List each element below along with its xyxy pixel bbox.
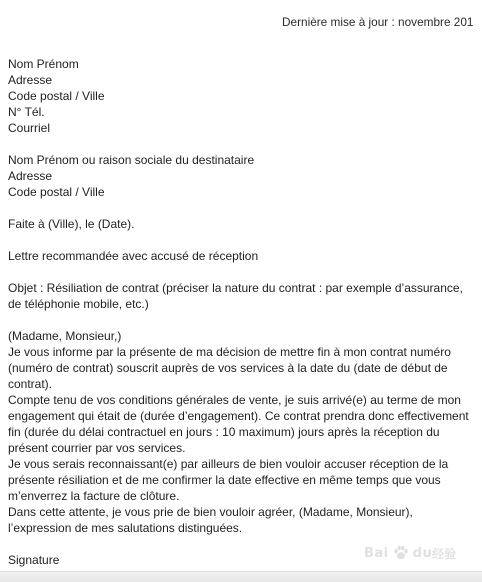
salutation: (Madame, Monsieur,) — [8, 329, 122, 343]
sender-email: Courriel — [8, 121, 51, 135]
subject-text: Objet : Résiliation de contrat (préciser la nature du contrat : par exemple d’assurance, de téléphonie mobile, etc.) — [8, 281, 463, 311]
body-paragraph-conditions: Compte tenu de vos conditions générales de vente, je suis arrivé(e) au terme de mon engagement qui était de (durée d’engagement). Ce contrat prendra donc effectivement fin (durée du délai contractuel en jours : 10 maximum) jours après la réception du présent courrier par vos services. — [8, 393, 469, 455]
registered-mail-notice: Lettre recommandée avec accusé de réception — [8, 249, 259, 263]
body-paragraph-closing: Dans cette attente, je vous prie de bien vouloir agréer, (Madame, Monsieur), l’expression de mes salutations distinguées. — [8, 505, 413, 535]
recipient-address-block — [8, 152, 476, 200]
last-update-date: Dernière mise à jour : novembre 201 — [282, 15, 474, 29]
watermark-chinese-text: 经验 — [432, 546, 457, 561]
letter-body — [8, 328, 476, 536]
sender-postal-city: Code postal / Ville — [8, 89, 105, 103]
place-and-date: Faite à (Ville), le (Date). — [8, 217, 135, 231]
body-paragraph-acknowledgment: Je vous serais reconnaissant(e) par ailleurs de bien vouloir accuser réception de la présente résiliation et de me confirmer la date effective en même temps que vous m’enverrez la facture de clôture. — [8, 457, 449, 503]
watermark-latin-text-2: du — [412, 545, 433, 561]
sender-phone: N° Tél. — [8, 105, 45, 119]
signature-line: Signature — [8, 553, 60, 567]
recipient-address: Adresse — [8, 169, 53, 183]
recipient-postal-city: Code postal / Ville — [8, 185, 105, 199]
sender-address: Adresse — [8, 73, 53, 87]
subject-line — [8, 280, 476, 312]
baidu-jingyan-watermark — [364, 541, 456, 565]
watermark-latin-text: Bai — [364, 545, 389, 561]
body-paragraph-termination: Je vous informe par la présente de ma décision de mettre fin à mon contrat numéro (numéro de contrat) souscrit auprès de vos services à la date du (date de début de contrat). — [8, 345, 451, 391]
page-bottom-edge — [0, 571, 482, 582]
sender-address-block — [8, 56, 476, 136]
recipient-name: Nom Prénom ou raison sociale du destinataire — [8, 153, 255, 167]
sender-name: Nom Prénom — [8, 57, 79, 71]
paw-icon — [392, 544, 410, 562]
